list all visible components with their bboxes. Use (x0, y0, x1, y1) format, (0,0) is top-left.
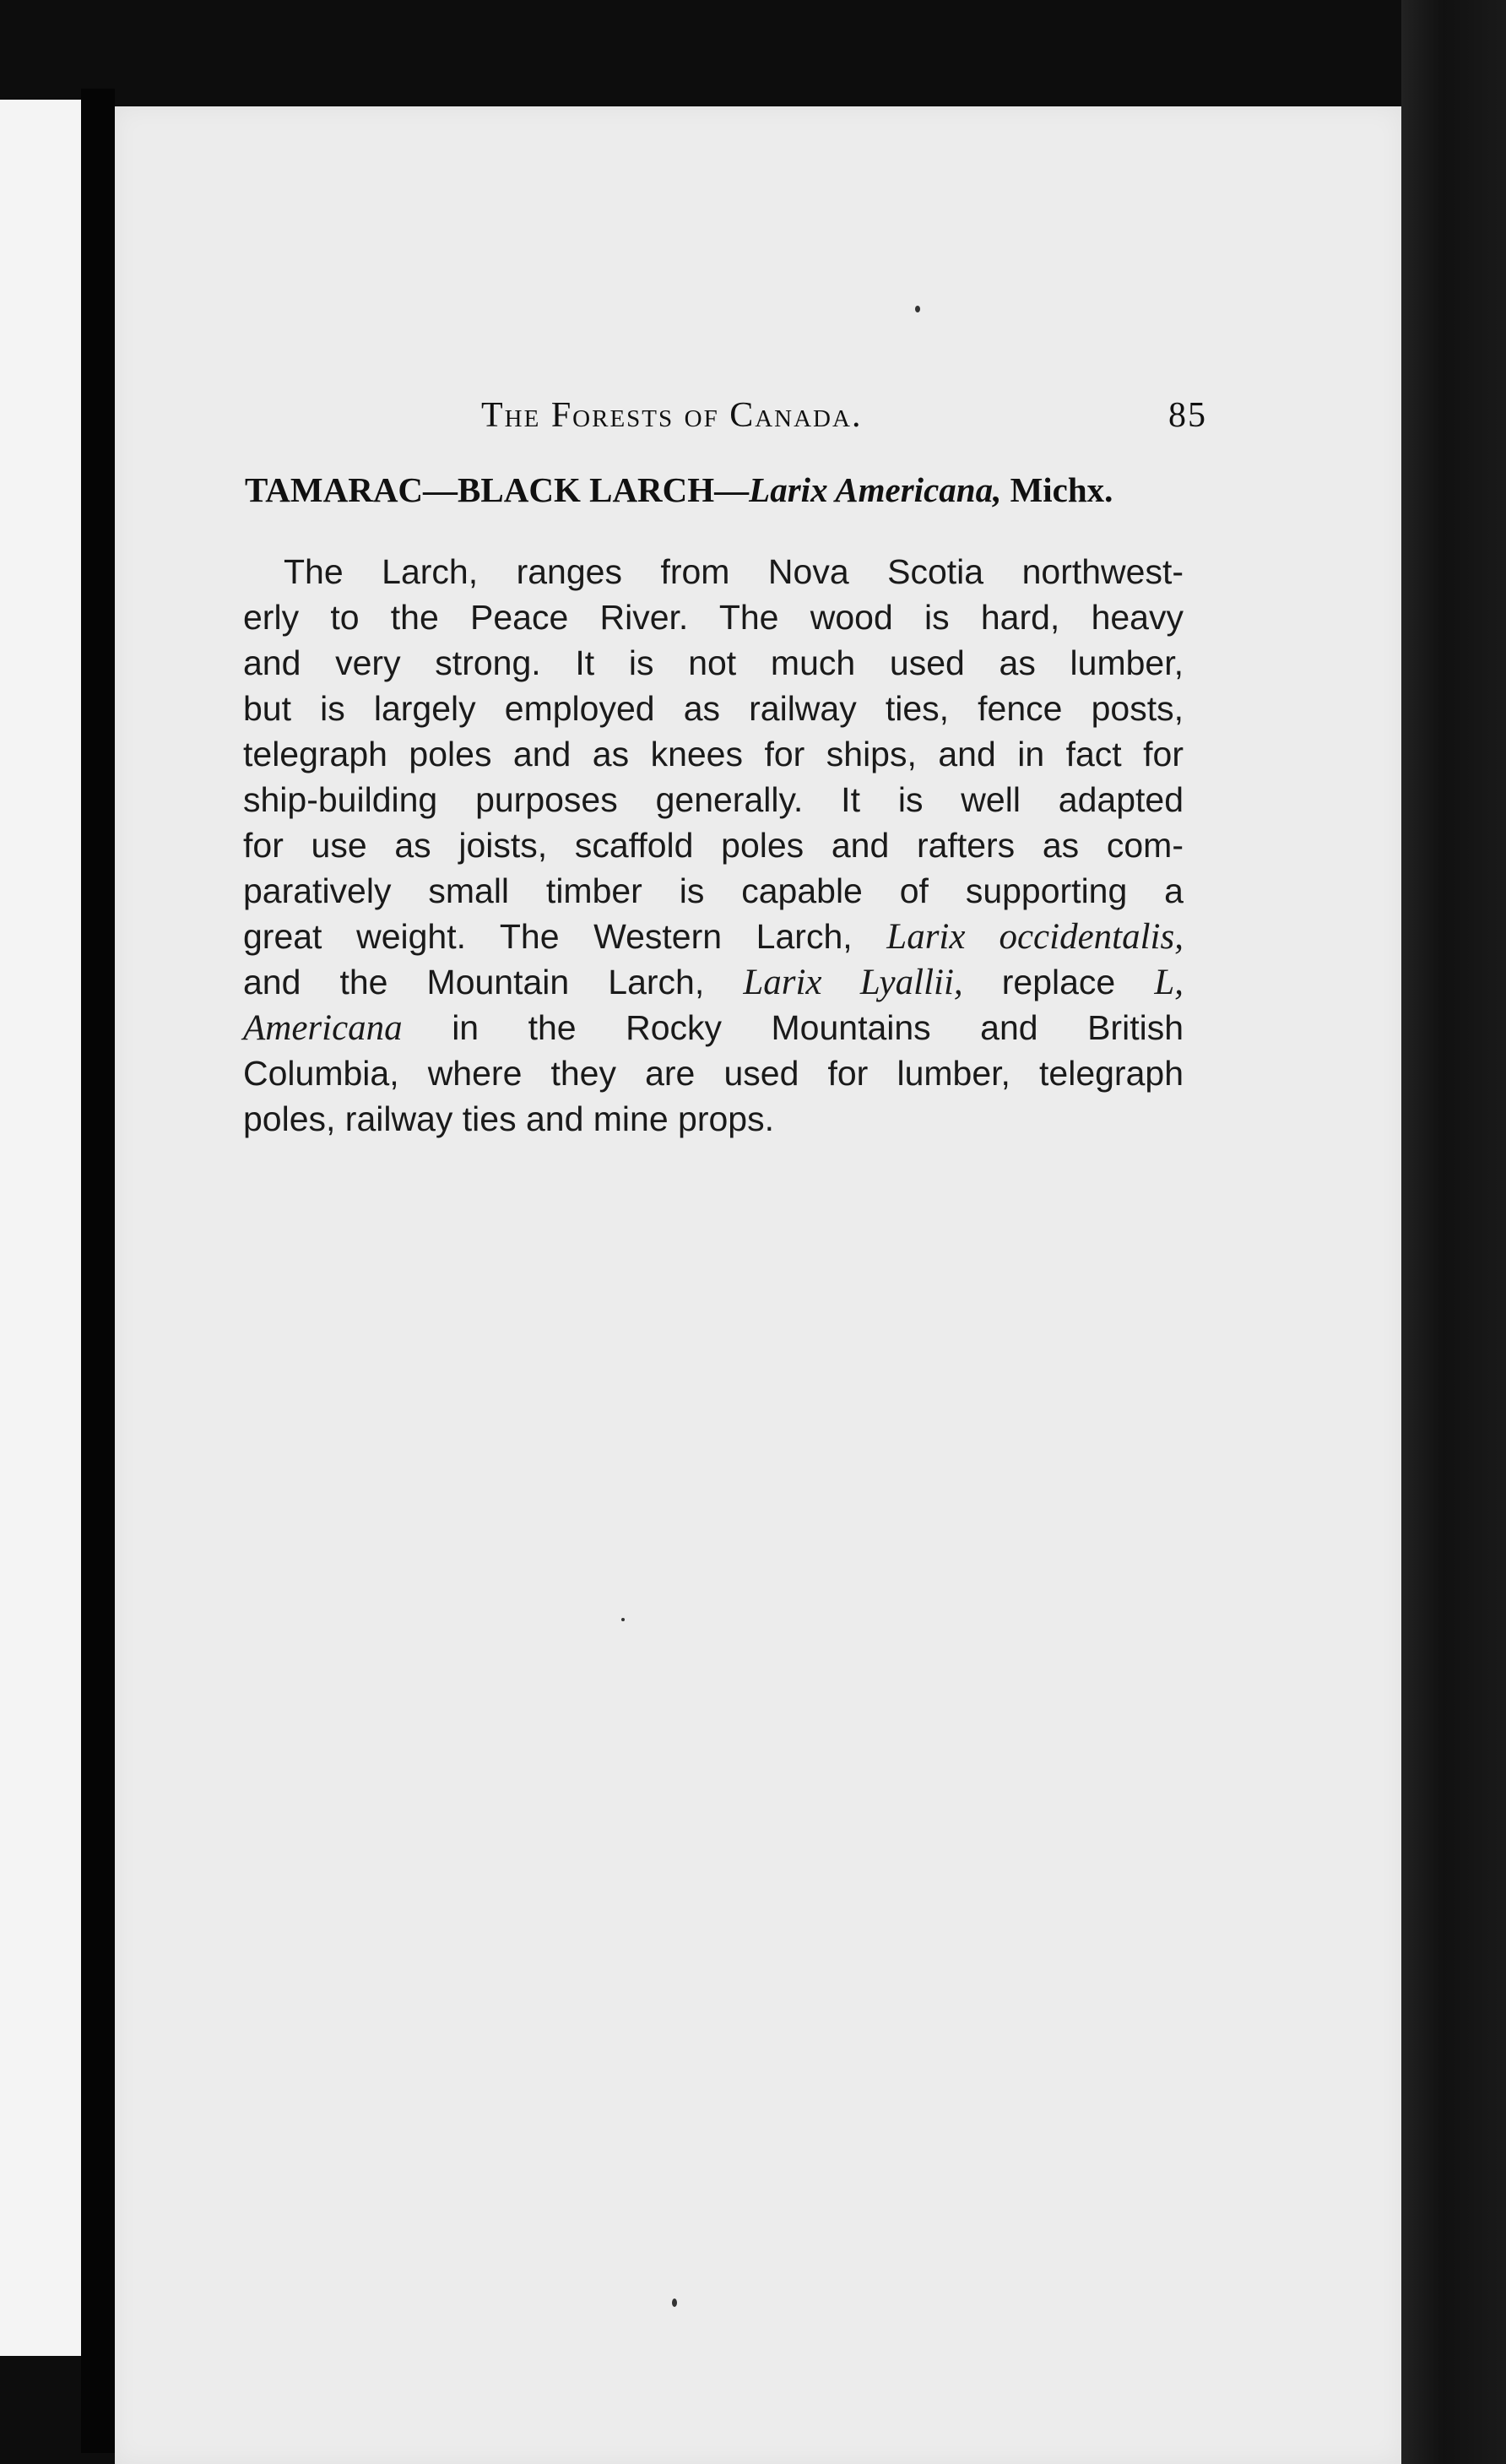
text-line: The Larch, ranges from Nova Scotia northwest- (284, 552, 1184, 591)
text-line: but is largely employed as railway ties, fence posts, (243, 689, 1184, 728)
section-heading (245, 469, 1190, 510)
text-line (243, 914, 1184, 959)
running-head (481, 395, 1207, 442)
page-number: 85 (1168, 396, 1207, 435)
text-line: and very strong. It is not much used as lumber, (243, 643, 1184, 682)
italic-latin-name: Larix Lyallii, (743, 963, 963, 1002)
italic-latin-name: L, (1154, 963, 1184, 1002)
body-paragraph (243, 549, 1184, 1142)
text-line: telegraph poles and as knees for ships, and in fact for (243, 735, 1184, 773)
text-line: erly to the Peace River. The wood is hard, heavy (243, 598, 1184, 637)
text-line: Columbia, where they are used for lumber, telegraph (243, 1054, 1184, 1093)
book-page (115, 106, 1401, 2464)
text-line: poles, railway ties and mine props. (243, 1099, 774, 1138)
scan-background (1401, 0, 1506, 2464)
text-line: for use as joists, scaffold poles and rafters as com- (243, 826, 1184, 865)
text-run: and the Mountain Larch, (243, 963, 705, 1001)
dust-speck (915, 306, 920, 312)
italic-latin-name: Larix occidentalis, (886, 917, 1184, 957)
text-run: replace (1001, 963, 1116, 1001)
text-run: in the Rocky Mountains and British (452, 1008, 1184, 1047)
common-name: TAMARAC—BLACK LARCH— (245, 470, 750, 509)
book-spine (81, 89, 115, 2453)
text-line (243, 959, 1184, 1005)
text-line (243, 1005, 1184, 1050)
dust-speck (621, 1618, 625, 1621)
text-run: great weight. The Western Larch, (243, 917, 853, 956)
authority: Michx. (1010, 470, 1113, 509)
running-title: The Forests of Canada. (481, 396, 863, 435)
text-line: ship-building purposes generally. It is well adapted (243, 780, 1184, 819)
facing-page-edge (0, 100, 81, 2356)
latin-name: Larix Americana, (749, 470, 1002, 509)
dust-speck (672, 2298, 677, 2307)
italic-latin-name: Americana (243, 1008, 403, 1048)
text-line: paratively small timber is capable of supporting a (243, 871, 1184, 910)
